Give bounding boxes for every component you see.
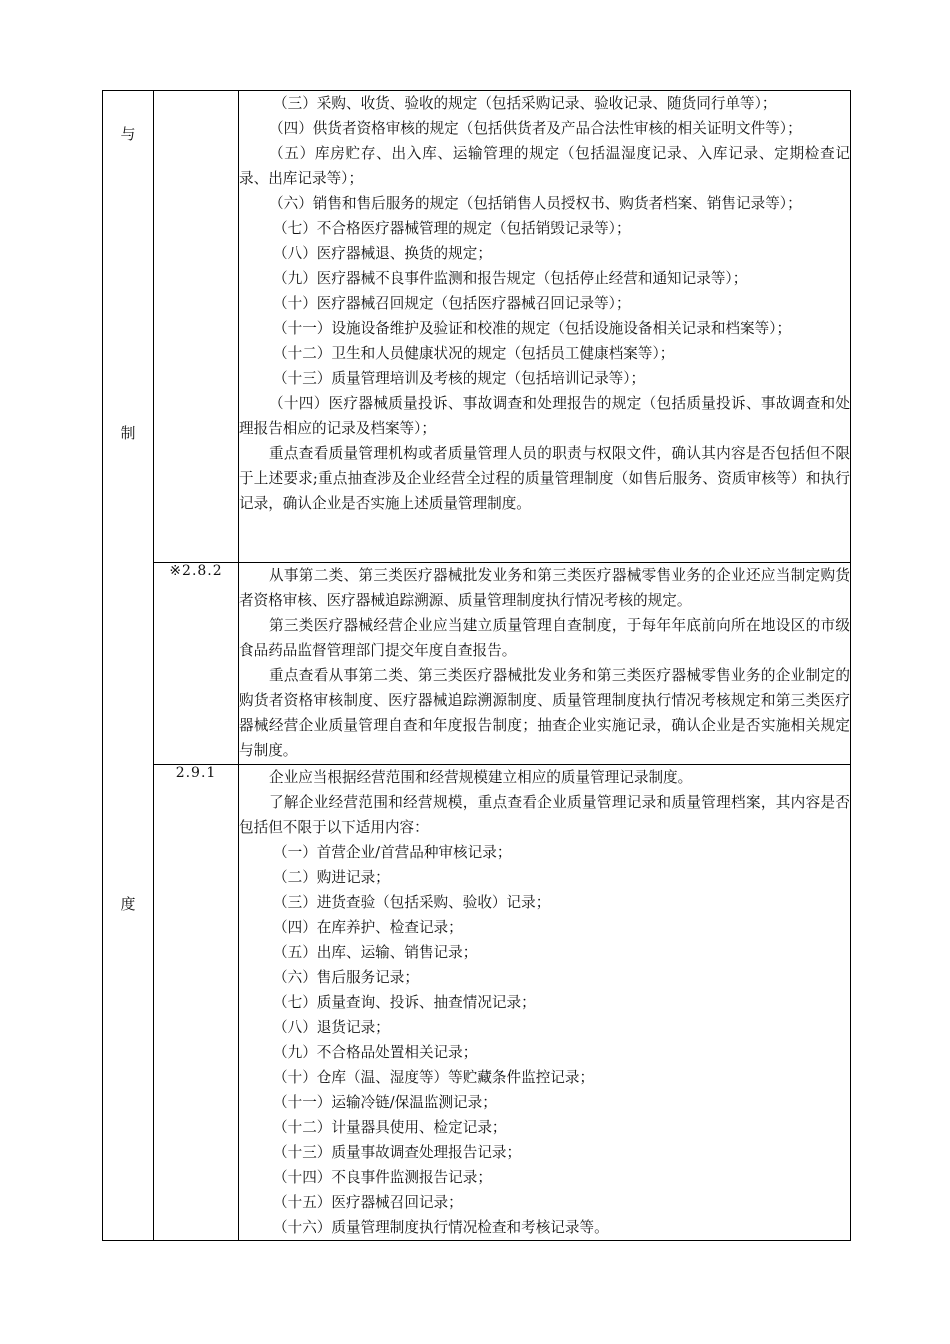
content-line: （四）供货者资格审核的规定（包括供货者及产品合法性审核的相关证明文件等）； (269, 120, 802, 137)
item-code-cell (154, 91, 239, 563)
content-line: （十）仓库（温、湿度等）等贮藏条件监控记录； (273, 1069, 595, 1086)
table-row (103, 765, 851, 1241)
item-content-cell (239, 563, 851, 765)
content-line: （十）医疗器械召回规定（包括医疗器械召回记录等）； (273, 295, 631, 312)
content-line: （五）出库、运输、销售记录； (273, 944, 478, 961)
content-line: （九）医疗器械不良事件监测和报告规定（包括停止经营和通知记录等）； (273, 270, 748, 287)
content-line: （三）进货查验（包括采购、验收）记录； (273, 894, 551, 911)
content-line: 企业应当根据经营范围和经营规模建立相应的质量管理记录制度。 (269, 769, 693, 786)
content-line: （十三）质量管理培训及考核的规定（包括培训记录等）； (273, 370, 646, 387)
content-line: （五）库房贮存、出入库、运输管理的规定（包括温湿度记录、入库记录、定期检查记录、出库记录等）； (239, 145, 850, 187)
content-line: 第三类医疗器械经营企业应当建立质量管理自查制度，于每年年底前向所在地设区的市级食品药品监督管理部门提交年度自查报告。 (239, 617, 850, 659)
content-line: （二）购进记录； (273, 869, 390, 886)
content-line: （十三）质量事故调查处理报告记录； (273, 1144, 522, 1161)
category-char: 与 (120, 125, 136, 143)
content-line: （一）首营企业/首营品种审核记录； (273, 844, 512, 861)
content-line: （十四）不良事件监测报告记录； (273, 1169, 492, 1186)
category-char: 度 (120, 895, 136, 913)
content-line: （九）不合格品处置相关记录； (273, 1044, 478, 1061)
item-code-cell: ※2.8.2 (154, 563, 239, 765)
content-line: 了解企业经营范围和经营规模，重点查看企业质量管理记录和质量管理档案，其内容是否包括但不限于以下适用内容： (239, 794, 850, 836)
item-content-cell (239, 765, 851, 1241)
content-line: （十四）医疗器械质量投诉、事故调查和处理报告的规定（包括质量投诉、事故调查和处理报告相应的记录及档案等）； (239, 395, 850, 437)
content-line: （七）质量查询、投诉、抽查情况记录； (273, 994, 536, 1011)
content-line: （八）医疗器械退、换货的规定； (273, 245, 492, 262)
content-line: （六）销售和售后服务的规定（包括销售人员授权书、购货者档案、销售记录等）； (269, 195, 802, 212)
content-line: （十六）质量管理制度执行情况检查和考核记录等。 (273, 1219, 609, 1236)
content-line: （十一）运输冷链/保温监测记录； (273, 1094, 497, 1111)
content-line: （六）售后服务记录； (273, 969, 419, 986)
content-line: 从事第二类、第三类医疗器械批发业务和第三类医疗器械零售业务的企业还应当制定购货者资格审核、医疗器械追踪溯源、质量管理制度执行情况考核的规定。 (239, 567, 850, 609)
table-row (103, 563, 851, 765)
item-content-cell (239, 91, 851, 563)
content-line: （十一）设施设备维护及验证和校准的规定（包括设施设备相关记录和档案等）； (273, 320, 792, 337)
category-cell (103, 91, 154, 1241)
content-line: （十五）医疗器械召回记录； (273, 1194, 463, 1211)
content-line: （八）退货记录； (273, 1019, 390, 1036)
content-line: （三）采购、收货、验收的规定（包括采购记录、验收记录、随货同行单等）； (273, 95, 777, 112)
item-code-cell: 2.9.1 (154, 765, 239, 1241)
content-line: 重点查看从事第二类、第三类医疗器械批发业务和第三类医疗器械零售业务的企业制定的购货者资格审核制度、医疗器械追踪溯源制度、质量管理制度执行情况考核规定和第三类医疗器械经营企业质量管理自查和年度报告制度；抽查企业实施记录，确认企业是否实施相关规定与制度。 (239, 667, 850, 759)
content-line: （七）不合格医疗器械管理的规定（包括销毁记录等）； (273, 220, 631, 237)
content-line: （四）在库养护、检查记录； (273, 919, 463, 936)
inspection-table (102, 90, 851, 1241)
category-char: 制 (120, 424, 136, 442)
content-line: 重点查看质量管理机构或者质量管理人员的职责与权限文件，确认其内容是否包括但不限于上述要求;重点抽查涉及企业经营全过程的质量管理制度（如售后服务、资质审核等）和执行记录，确认企业是否实施上述质量管理制度。 (239, 445, 850, 512)
table-row (103, 91, 851, 563)
content-line: （十二）计量器具使用、检定记录； (273, 1119, 507, 1136)
content-line: （十二）卫生和人员健康状况的规定（包括员工健康档案等）； (273, 345, 675, 362)
